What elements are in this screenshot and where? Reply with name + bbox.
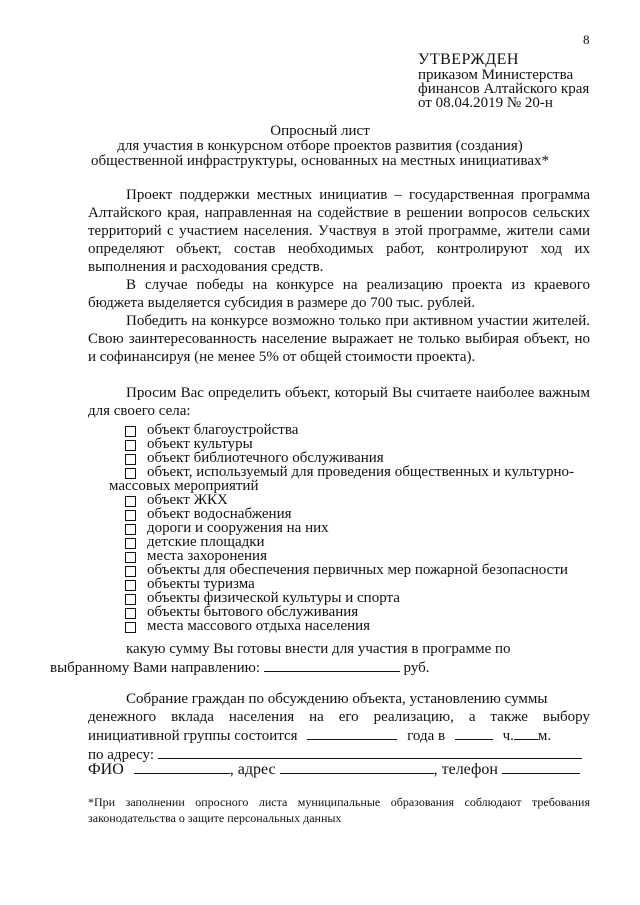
option-item[interactable]: объект водоснабжения (125, 507, 605, 521)
option-item[interactable]: места массового отдыха населения (125, 619, 605, 633)
meeting-date-line[interactable] (307, 726, 397, 740)
footnote: *При заполнении опросного листа муниципальные образования соблюдают требования законодательства о защите персональных данных (88, 795, 590, 825)
approval-heading: УТВЕРЖДЕН (418, 51, 519, 68)
meeting-minute-line[interactable] (514, 726, 538, 740)
option-continuation: массовых мероприятий (109, 478, 259, 494)
approval-line: приказом Министерства (418, 67, 574, 83)
title-line: общественной инфраструктуры, основанных на местных инициативах* (90, 153, 550, 169)
option-item[interactable]: места захоронения (125, 549, 605, 563)
option-item[interactable]: объект, используемый для проведения общественных и культурно- массовых мероприятий (125, 465, 605, 493)
paragraph-participation: Победить на конкурсе возможно только при активном участии жителей. Свою заинтересованность население выражает не только выбирая объект, но и софинансируя (не менее 5% от общей стоимости проекта). (88, 313, 590, 365)
paragraph-intro: Проект поддержки местных инициатив – государственная программа Алтайского края, направленная на содействие в решении вопросов сельских территорий с участием населения. Участвуя в этой программе, жители сами определяют объект, состав необходимых работ, контролируют ход их выполнения и расходования средств. (88, 187, 590, 275)
address-input-line[interactable] (280, 760, 434, 774)
sum-question: какую сумму Вы готовы внести для участия в программе по выбранному Вами направлению: руб. (50, 641, 511, 676)
option-item[interactable]: детские площадки (125, 535, 605, 549)
checkbox[interactable] (125, 608, 136, 619)
checkbox[interactable] (125, 454, 136, 465)
approval-stamp (418, 52, 589, 110)
option-item[interactable]: объекты туризма (125, 577, 605, 591)
phone-input-line[interactable] (502, 760, 580, 774)
checkbox[interactable] (125, 426, 136, 437)
approval-line: финансов Алтайского края (418, 81, 590, 97)
checkbox[interactable] (125, 580, 136, 591)
checkbox[interactable] (125, 496, 136, 507)
checkbox[interactable] (125, 468, 136, 479)
option-item[interactable]: объекты физической культуры и спорта (125, 591, 605, 605)
meeting-info: Собрание граждан по обсуждению объекта, установлению суммы денежного вклада населения на его реализацию, а также выбору инициативной группы состоится года в ч. м. по адресу: (88, 691, 590, 763)
option-item[interactable]: объект благоустройства (125, 423, 605, 437)
option-item[interactable]: дороги и сооружения на них (125, 521, 605, 535)
title-line: для участия в конкурсном отборе проектов развития (создания) (117, 138, 523, 154)
object-options-list (109, 422, 605, 634)
option-item[interactable]: объект ЖКХ (125, 493, 605, 507)
option-item[interactable]: объекты бытового обслуживания (125, 605, 605, 619)
document-title (0, 124, 640, 169)
paragraph-subsidy: В случае победы на конкурсе на реализацию проекта из краевого бюджета выделяется субсидия в размере до 700 тыс. рублей. (88, 277, 590, 311)
title-line: Опросный лист (270, 123, 370, 139)
checkbox[interactable] (125, 538, 136, 549)
checkbox[interactable] (125, 566, 136, 577)
checkbox[interactable] (125, 552, 136, 563)
meeting-address-line[interactable] (158, 745, 582, 759)
paragraph-request: Просим Вас определить объект, который Вы считаете наиболее важным для своего села: (88, 385, 590, 419)
checkbox[interactable] (125, 594, 136, 605)
meeting-hour-line[interactable] (455, 726, 493, 740)
option-item[interactable]: объект культуры (125, 437, 605, 451)
checkbox[interactable] (125, 440, 136, 451)
fio-input-line[interactable] (134, 760, 230, 774)
checkbox[interactable] (125, 510, 136, 521)
checkbox[interactable] (125, 524, 136, 535)
sum-input-line[interactable] (264, 658, 400, 672)
page-number: 8 (583, 32, 590, 47)
contact-line: ФИО , адрес , телефон (88, 760, 590, 779)
option-item[interactable]: объект библиотечного обслуживания (125, 451, 605, 465)
option-item[interactable]: объекты для обеспечения первичных мер пожарной безопасности (125, 563, 605, 577)
checkbox[interactable] (125, 622, 136, 633)
approval-line: от 08.04.2019 № 20-н (418, 95, 553, 111)
